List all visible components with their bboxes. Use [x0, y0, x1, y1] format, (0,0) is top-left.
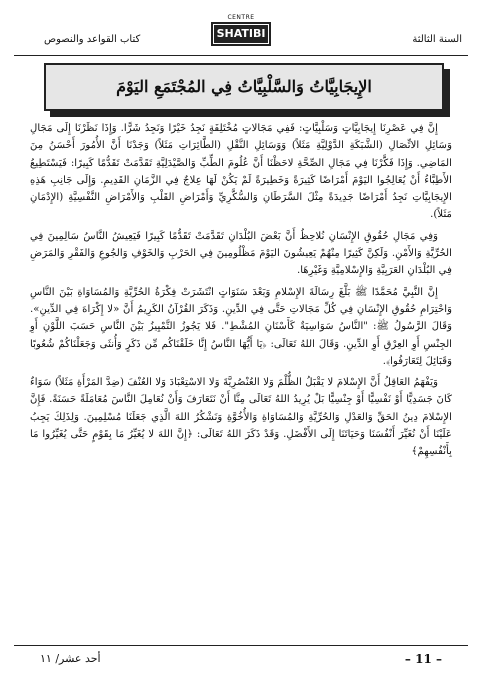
logo-main-text: SHATIBI — [211, 22, 271, 46]
page-header — [14, 10, 468, 54]
shatibi-logo — [209, 14, 273, 48]
paragraph-1: إِنَّ فِي عَصْرِنَا إِيجَابِيَّاتٍ وَسَلْبِيَّاتٍ: فَفِي مَجَالاتٍ مُخْتَلِفَةٍ نَجِدُ خَيْرًا وَنَجِدُ شَرًّا. وَإِذَا نَظَرْنَا إِلَى مَجَالِ وَسَائِلِ الاتِّصَالِ (الشَّبَكَةِ الدَّوْلِيَّةِ مَثَلاً) وَوَسَائِلِ النَّقْلِ (الطَّائِرَاتِ مَثَلاً) وَجَدْنَا أَنَّ الأُمُورَ أَحْسَنُ مِنَ المَاضِي. وَإِذَا فَكَّرْنَا فِي مَجَالِ الصِّحَّةِ لاحَظْنَا أَنَّ عُلُومَ الطِّبِّ وَالصَّيْدَلِيَّةِ تَقَدَّمَتْ تَقَدُّمًا كَبِيرًا: فَيَسْتَطِيعُ الأَطِبَّاءُ أَنْ يُعَالِجُوا اليَوْمَ أَمْرَاضًا كَثِيرَةً وَخَطِيرَةً لَمْ يَكُنْ لَهَا عِلاجٌ فِي الزَّمَانِ القَدِيمِ. وَإِلَى جَانِبِ هَذِهِ الإِيجَابِيَّاتِ نَجِدُ أَمْرَاضًا جَدِيدَةً مِثْلَ السَّرَطَانِ وَالسُّكَّرِيِّ وَأَمْرَاضِ القَلْبِ وَالأَمْرَاضِ النَّفْسِيَّةِ (الإِدْمَانِ مَثَلاً). — [30, 123, 452, 221]
year-label: السنة الثالثة — [412, 34, 462, 45]
page-number: – 11 – — [404, 652, 442, 666]
lesson-body — [30, 120, 452, 465]
paragraph-2: وَفِي مَجَالِ حُقُوقِ الإِنْسَانِ نُلاحِظُ أَنَّ بَعْضَ البُلْدَانِ تَقَدَّمَتْ تَقَدُّمًا كَبِيرًا فَيَعِيشُ النَّاسُ سَالِمِينَ فِي الحُرِّيَّةِ وَالأَمْنِ. وَلَكِنَّ كَثِيرًا مِنْهُمْ يَعِيشُونَ اليَوْمَ مَظْلُومِينَ فِي الحَرْبِ وَالخَوْفِ وَالجُوعِ وَالفَقْرِ وَالمَرَضِ فِي البُلْدَانِ العَرَبِيَّةِ وَالإِسْلامِيَّةِ وَغَيْرِهَا. — [30, 230, 452, 277]
logo-small-text: CENTRE — [227, 14, 255, 21]
book-title: كتاب القواعد والنصوص — [44, 34, 141, 45]
lesson-title: الإِيجَابِيَّاتُ وَالسَّلْبِيَّاتُ فِي المُجْتَمَعِ اليَوْمَ — [116, 77, 372, 96]
header-divider — [14, 55, 468, 56]
lesson-title-box — [44, 63, 444, 111]
paragraph-3: إِنَّ النَّبِيَّ مُحَمَّدًا ﷺ بَلَّغَ رِسَالَةَ الإِسْلامِ وَبَعْدَ سَنَوَاتٍ انْتَشَرَتْ فِكْرَةُ الحُرِّيَّةِ وَالمُسَاوَاةِ بَيْنَ النَّاسِ وَاحْتِرَامِ حُقُوقِ الإِنْسَانِ فِي كُلِّ مَجَالاتِ حَتَّى فِي الدِّينِ. وَذَكَرَ القُرْآنُ الكَرِيمُ أَنَّ «لا إِكْرَاهَ فِي الدِّينِ». وَقَالَ الرَّسُولُ ﷺ: "النَّاسُ سَوَاسِيَةٌ كَأَسْنَانِ المُشْطِ". فَلا يَجُوزُ التَّمْيِيزُ بَيْنَ النَّاسِ حَسَبَ اللَّوْنِ أَوِ الجِنْسِ أَوِ العِرْقِ أَوِ الدِّينِ. وَقَالَ اللهُ تَعَالَى: ﴿يَا أَيُّهَا النَّاسُ إِنَّا خَلَقْنَاكُم مِّن ذَكَرٍ وَأُنثَى وَجَعَلْنَاكُمْ شُعُوبًا وَقَبَائِلَ لِتَعَارَفُوا﴾. — [30, 286, 452, 367]
footer-divider — [14, 645, 468, 646]
page-number-words: أحد عشر/ ١١ — [40, 652, 101, 665]
paragraph-4: وَيَفْهَمُ العَاقِلُ أَنَّ الإِسْلامَ لا يَقْبَلُ الظُّلْمَ وَلا العُنْصُرِيَّةَ وَلا الاسْتِعْبَادَ وَلا العُنْفَ (ضِدَّ المَرْأَةِ مَثَلاً) سَوَاءٌ كَانَ جَسَدِيًّا أَوْ نَفْسِيًّا أَوْ جِنْسِيًّا بَلْ يُرِيدُ اللهُ تَعَالَى مِنَّا أَنْ نَتَعَارَفَ وَأَنْ نُعَامِلَ النَّاسَ مُعَامَلَةً حَسَنَةً. فَإِنَّ الإِسْلامَ دِينُ الحَقِّ وَالعَدْلِ وَالحُرِّيَّةِ وَالمُسَاوَاةِ وَالأُخُوَّةِ وَنَشْكُرُ اللهَ الَّذِي جَعَلَنَا مُسْلِمِينَ. وَلِذَلِكَ يَجِبُ عَلَيْنَا أَنْ نُغَيِّرَ أَنْفُسَنَا وَحَيَاتَنَا إِلَى الأَفْضَلِ. وَقَدْ ذَكَرَ اللهُ تَعَالَى: ﴿إِنَّ اللهَ لا يُغَيِّرُ مَا بِقَوْمٍ حَتَّى يُغَيِّرُوا مَا بِأَنْفُسِهِمْ﴾ — [30, 377, 453, 458]
